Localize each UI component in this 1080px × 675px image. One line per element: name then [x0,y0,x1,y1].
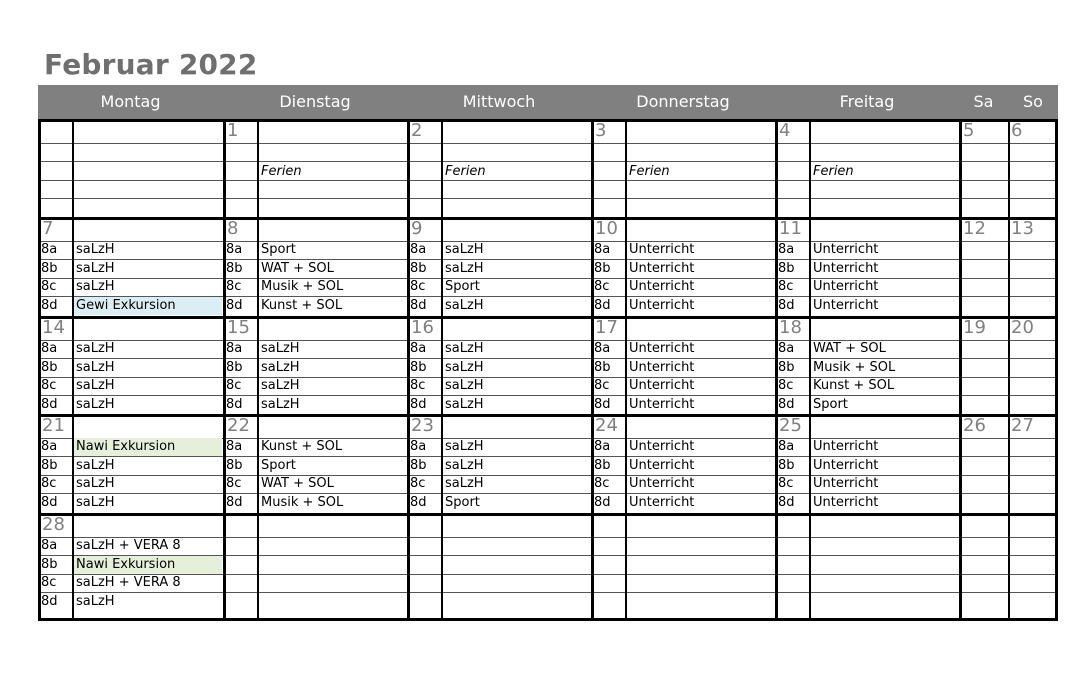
day-number: 3 [595,120,607,141]
row-divider [38,161,1058,162]
column-divider [1008,119,1010,621]
schedule-entry: Musik + SOL [813,359,896,375]
day-number: 22 [227,415,250,436]
schedule-entry: Musik + SOL [261,494,344,510]
holiday-label: Ferien [261,164,302,179]
schedule-entry: Unterricht [813,494,879,510]
class-label: 8a [778,242,795,257]
week-border [38,316,1058,319]
schedule-entry: saLzH [445,260,484,276]
class-label: 8d [778,494,795,510]
class-label: 8d [41,494,58,510]
schedule-entry: saLzH + VERA 8 [76,575,181,590]
schedule-entry: saLzH [76,494,115,510]
class-label: 8a [41,439,58,454]
schedule-entry: Unterricht [813,260,879,276]
schedule-entry: saLzH [445,341,484,356]
schedule-entry: Sport [261,457,296,473]
day-number: 5 [963,120,975,141]
class-label: 8d [594,494,611,510]
holiday-label: Ferien [629,164,670,179]
class-label: 8d [778,396,795,412]
row-divider [38,198,1058,199]
day-number: 6 [1011,120,1023,141]
class-label: 8d [778,297,795,313]
schedule-entry: Musik + SOL [261,279,344,294]
class-label: 8a [594,439,611,454]
schedule-entry: Unterricht [813,439,879,454]
schedule-entry: saLzH [76,378,115,393]
schedule-entry: saLzH [261,359,300,375]
schedule-entry: Nawi Exkursion [74,438,222,456]
schedule-entry: saLzH [76,593,115,609]
class-label: 8a [778,439,795,454]
page-title: Februar 2022 [44,48,258,81]
day-number: 25 [779,415,802,436]
week-border [38,513,1058,516]
day-number: 8 [227,218,239,239]
class-label: 8a [226,439,243,454]
class-label: 8d [41,297,58,313]
class-label: 8c [226,378,242,393]
schedule-entry: Sport [261,242,296,257]
column-divider [959,119,962,621]
schedule-entry: WAT + SOL [261,260,334,276]
class-label: 8d [594,297,611,313]
day-number: 10 [595,218,618,239]
class-label: 8c [778,279,794,294]
class-label: 8a [41,341,58,356]
class-label: 8c [41,279,57,294]
class-label: 8a [410,341,427,356]
day-number: 16 [411,317,434,338]
schedule-entry: Unterricht [629,396,695,412]
schedule-entry: saLzH [445,396,484,412]
day-number: 12 [963,218,986,239]
schedule-entry: WAT + SOL [261,476,334,491]
day-header-tuesday: Dienstag [279,92,351,111]
day-number: 18 [779,317,802,338]
class-label: 8a [410,439,427,454]
class-label: 8b [410,457,427,473]
day-header-friday: Freitag [839,92,895,111]
day-header-wednesday: Mittwoch [462,92,536,111]
class-label: 8a [778,341,795,356]
schedule-entry: Unterricht [813,297,879,313]
schedule-entry: Unterricht [813,476,879,491]
grid-bottom-border [38,618,1058,621]
schedule-entry: saLzH [76,359,115,375]
schedule-entry: saLzH [445,476,484,491]
class-label: 8d [410,297,427,313]
day-number: 11 [779,218,802,239]
class-label: 8d [41,396,58,412]
schedule-entry: saLzH [76,396,115,412]
class-label: 8b [778,359,795,375]
class-label: 8b [41,457,58,473]
schedule-entry: Sport [813,396,848,412]
schedule-entry: saLzH [445,297,484,313]
class-label: 8a [594,341,611,356]
class-label: 8c [41,575,57,590]
schedule-entry: saLzH [261,396,300,412]
schedule-entry: Unterricht [629,297,695,313]
schedule-entry: saLzH [76,279,115,294]
schedule-entry: Nawi Exkursion [74,556,222,574]
class-label: 8c [410,378,426,393]
day-header-monday: Montag [100,92,161,111]
class-label: 8c [41,378,57,393]
holiday-label: Ferien [813,164,854,179]
class-label: 8b [410,359,427,375]
schedule-entry: Unterricht [629,378,695,393]
schedule-entry: Unterricht [813,279,879,294]
row-divider [38,143,1058,144]
class-label: 8c [410,279,426,294]
schedule-entry: Unterricht [813,457,879,473]
class-label: 8c [778,476,794,491]
schedule-entry: saLzH [261,378,300,393]
class-label: 8c [778,378,794,393]
class-label: 8b [226,359,243,375]
day-header-sunday: So [1023,92,1043,111]
class-label: 8a [41,538,58,553]
class-label: 8b [41,260,58,276]
schedule-entry: saLzH + VERA 8 [76,538,181,553]
class-label: 8c [226,279,242,294]
schedule-entry: Unterricht [629,260,695,276]
class-label: 8b [226,457,243,473]
class-label: 8b [778,457,795,473]
day-number: 7 [42,218,54,239]
schedule-entry: saLzH [445,457,484,473]
week-border [38,119,1058,122]
schedule-entry: Unterricht [629,242,695,257]
class-label: 8b [594,359,611,375]
schedule-entry: Unterricht [629,439,695,454]
schedule-entry: WAT + SOL [813,341,886,356]
class-label: 8d [226,494,243,510]
class-label: 8a [594,242,611,257]
class-label: 8c [594,279,610,294]
schedule-entry: saLzH [76,242,115,257]
day-number: 17 [595,317,618,338]
schedule-entry: Unterricht [629,494,695,510]
schedule-entry: Unterricht [629,476,695,491]
schedule-entry: saLzH [445,242,484,257]
schedule-entry: saLzH [445,359,484,375]
class-label: 8a [410,242,427,257]
day-number: 9 [411,218,423,239]
weekday-header [38,85,1058,119]
week-border [38,217,1058,220]
schedule-entry: Kunst + SOL [261,439,343,454]
schedule-entry: Unterricht [629,457,695,473]
schedule-entry: saLzH [445,439,484,454]
day-number: 27 [1011,415,1034,436]
class-label: 8d [226,396,243,412]
day-number: 28 [42,514,65,535]
class-label: 8b [226,260,243,276]
schedule-entry: Unterricht [629,359,695,375]
class-label: 8c [41,476,57,491]
day-number: 19 [963,317,986,338]
class-label: 8c [410,476,426,491]
class-label: 8b [778,260,795,276]
class-label: 8b [594,457,611,473]
day-number: 20 [1011,317,1034,338]
day-number: 14 [42,317,65,338]
schedule-entry: saLzH [445,378,484,393]
class-label: 8b [41,359,58,375]
schedule-entry: Sport [445,494,480,510]
class-label: 8d [410,396,427,412]
class-label: 8d [226,297,243,313]
schedule-entry: Kunst + SOL [261,297,343,313]
column-divider [1055,119,1058,621]
class-label: 8a [226,242,243,257]
class-label: 8c [594,378,610,393]
day-number: 21 [42,415,65,436]
class-label: 8d [594,396,611,412]
schedule-entry: Unterricht [629,341,695,356]
schedule-entry: Unterricht [629,279,695,294]
schedule-entry: saLzH [76,260,115,276]
schedule-entry: Unterricht [813,242,879,257]
class-label: 8d [410,494,427,510]
calendar-grid [38,119,1058,621]
day-number: 2 [411,120,423,141]
day-header-thursday: Donnerstag [636,92,730,111]
schedule-entry: saLzH [261,341,300,356]
schedule-entry: Kunst + SOL [813,378,895,393]
class-label: 8c [594,476,610,491]
class-label: 8d [41,593,58,609]
day-number: 26 [963,415,986,436]
schedule-entry: saLzH [76,476,115,491]
class-label: 8b [594,260,611,276]
week-border [38,414,1058,417]
day-number: 13 [1011,218,1034,239]
schedule-entry: saLzH [76,457,115,473]
schedule-entry: Gewi Exkursion [74,297,222,315]
class-label: 8b [41,556,58,572]
class-label: 8b [410,260,427,276]
class-label: 8a [41,242,58,257]
day-number: 4 [779,120,791,141]
day-number: 24 [595,415,618,436]
class-label: 8a [226,341,243,356]
day-header-saturday: Sa [973,92,994,111]
schedule-entry: Sport [445,279,480,294]
day-number: 1 [227,120,239,141]
day-number: 15 [227,317,250,338]
schedule-entry: saLzH [76,341,115,356]
day-number: 23 [411,415,434,436]
class-label: 8c [226,476,242,491]
holiday-label: Ferien [445,164,486,179]
